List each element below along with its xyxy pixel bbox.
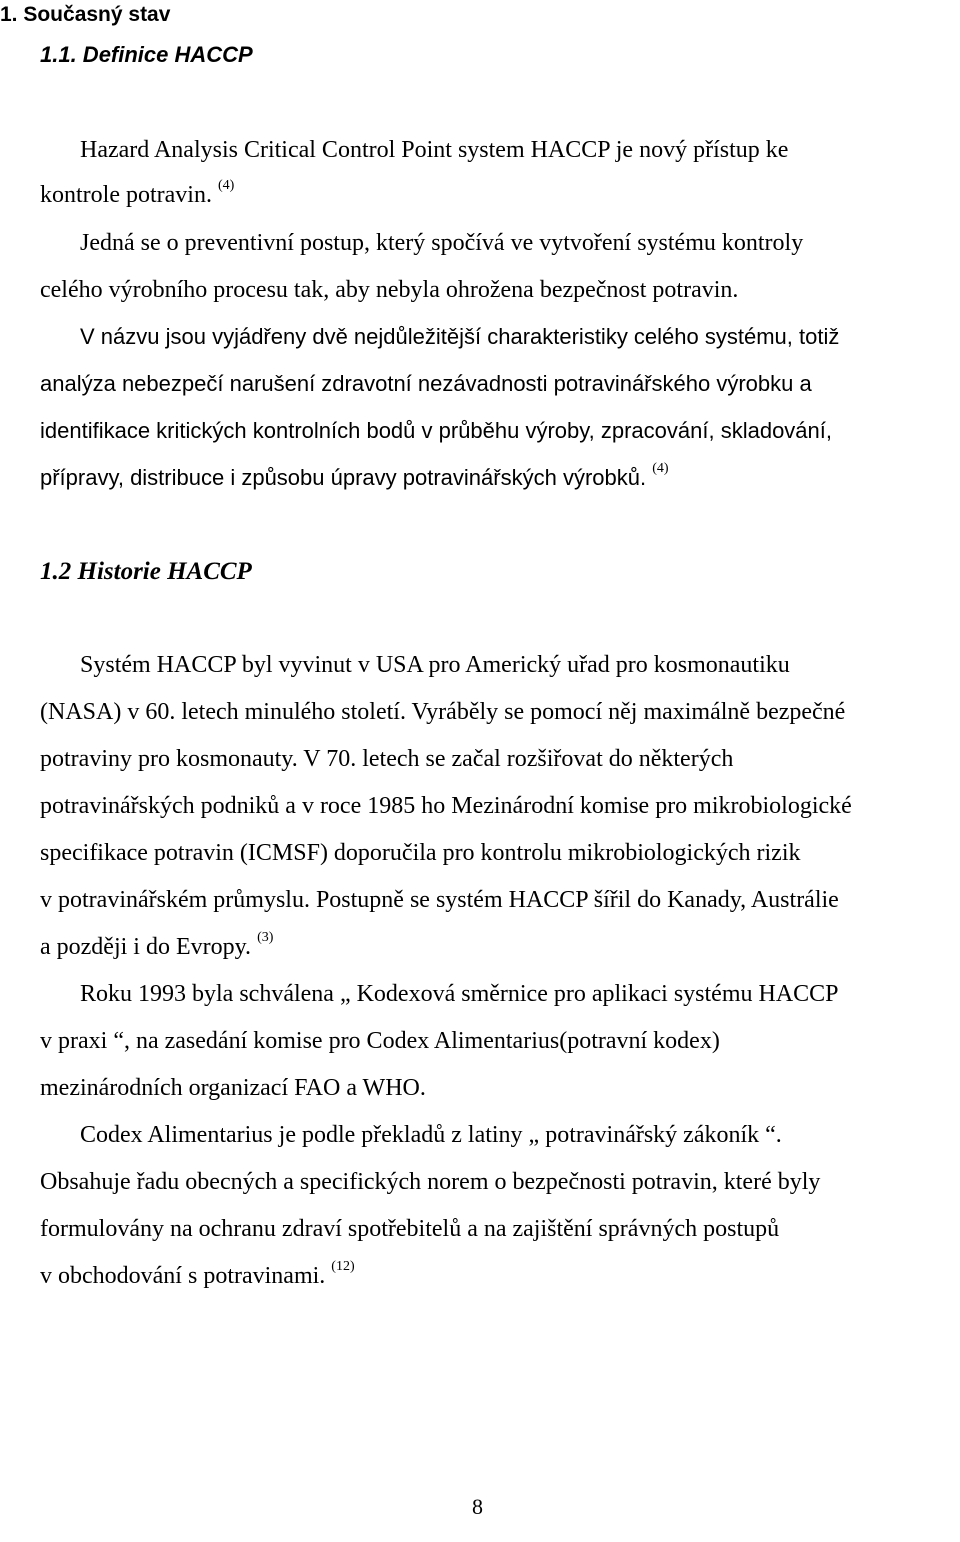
paragraph-line-text: v obchodování s potravinami. — [40, 1263, 326, 1289]
paragraph-line: celého výrobního procesu tak, aby nebyla ohrožena bezpečnost potravin. — [40, 277, 739, 303]
paragraph-line: potraviny pro kosmonauty. V 70. letech se začal rozšiřovat do některých — [40, 746, 734, 772]
paragraph-line: analýza nebezpečí narušení zdravotní nezávadnosti potravinářského výrobku a — [40, 371, 812, 396]
subsection-heading-history: 1.2 Historie HACCP — [40, 558, 252, 585]
paragraph-line: v potravinářském průmyslu. Postupně se systém HACCP šířil do Kanady, Austrálie — [40, 887, 839, 913]
citation-ref: (4) — [217, 178, 235, 193]
citation-ref: (4) — [652, 461, 669, 476]
paragraph-line: Obsahuje řadu obecných a specifických norem o bezpečnosti potravin, které byly — [40, 1169, 821, 1195]
paragraph-line — [40, 180, 234, 210]
paragraph-line: (NASA) v 60. letech minulého století. Vyráběly se pomocí něj maximálně bezpečné — [40, 699, 846, 725]
page-number: 8 — [472, 1494, 483, 1519]
paragraph-line: formulovány na ochranu zdraví spotřebitelů a na zajištění správných postupů — [40, 1216, 780, 1242]
paragraph-line: potravinářských podniků a v roce 1985 ho Mezinárodní komise pro mikrobiologické — [40, 793, 852, 819]
paragraph-line: Systém HACCP byl vyvinut v USA pro Americký uřad pro kosmonautiku — [80, 652, 790, 678]
paragraph-line — [40, 463, 669, 493]
paragraph-line: Jedná se o preventivní postup, který spočívá ve vytvoření systému kontroly — [80, 230, 804, 256]
paragraph-line: Hazard Analysis Critical Control Point system HACCP je nový přístup ke — [80, 137, 789, 163]
paragraph-line: Codex Alimentarius je podle překladů z latiny „ potravinářský zákoník “. — [80, 1122, 782, 1148]
citation-ref: (12) — [331, 1259, 355, 1274]
subsection-heading-definition: 1.1. Definice HACCP — [40, 42, 253, 67]
paragraph-line-text: a později i do Evropy. — [40, 934, 252, 960]
paragraph-line: v praxi “, na zasedání komise pro Codex Alimentarius(potravní kodex) — [40, 1028, 720, 1054]
paragraph-line: Roku 1993 byla schválena „ Kodexová směrnice pro aplikaci systému HACCP — [80, 981, 839, 1007]
paragraph-line: mezinárodních organizací FAO a WHO. — [40, 1075, 426, 1101]
paragraph-line: V názvu jsou vyjádřeny dvě nejdůležitější charakteristiky celého systému, totiž — [80, 324, 840, 349]
paragraph-line: identifikace kritických kontrolních bodů v průběhu výroby, zpracování, skladování, — [40, 418, 832, 443]
paragraph-line-text: kontrole potravin. — [40, 182, 212, 208]
paragraph-line-text: přípravy, distribuce i způsobu úpravy potravinářských výrobků. — [40, 465, 647, 490]
section-heading: 1. Současný stav — [0, 3, 171, 26]
paragraph-line: specifikace potravin (ICMSF) doporučila pro kontrolu mikrobiologických rizik — [40, 840, 801, 866]
citation-ref: (3) — [257, 930, 274, 945]
paragraph-line — [40, 1261, 355, 1291]
paragraph-line — [40, 932, 273, 962]
